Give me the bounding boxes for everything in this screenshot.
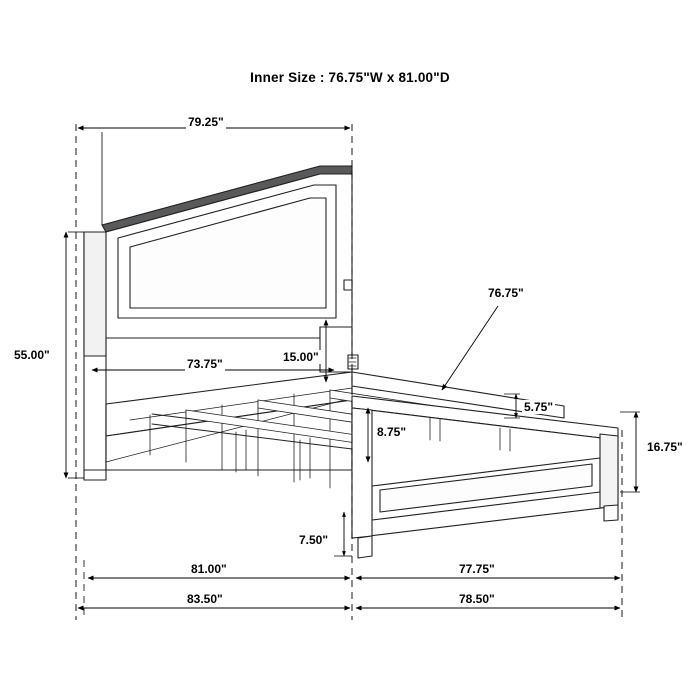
- dim-label-8-75: 8.75": [377, 425, 407, 439]
- dim-label-76-75: 76.75": [488, 286, 524, 300]
- dim-label-15-00: 15.00": [283, 350, 319, 364]
- dim-label-83-50: 83.50": [187, 592, 223, 606]
- dim-label-73-75: 73.75": [187, 357, 223, 371]
- dim-label-7-50: 7.50": [299, 533, 329, 547]
- dim-label-81-00: 81.00": [191, 562, 227, 576]
- dim-label-5-75: 5.75": [524, 400, 554, 414]
- dim-label-16-75: 16.75": [647, 440, 683, 454]
- dim-label-78-50: 78.50": [459, 592, 495, 606]
- dim-label-77-75: 77.75": [459, 562, 495, 576]
- page-title: Inner Size : 76.75"W x 81.00"D: [250, 70, 450, 85]
- dim-label-79-25: 79.25": [188, 115, 224, 129]
- dim-label-55-00: 55.00": [14, 348, 50, 362]
